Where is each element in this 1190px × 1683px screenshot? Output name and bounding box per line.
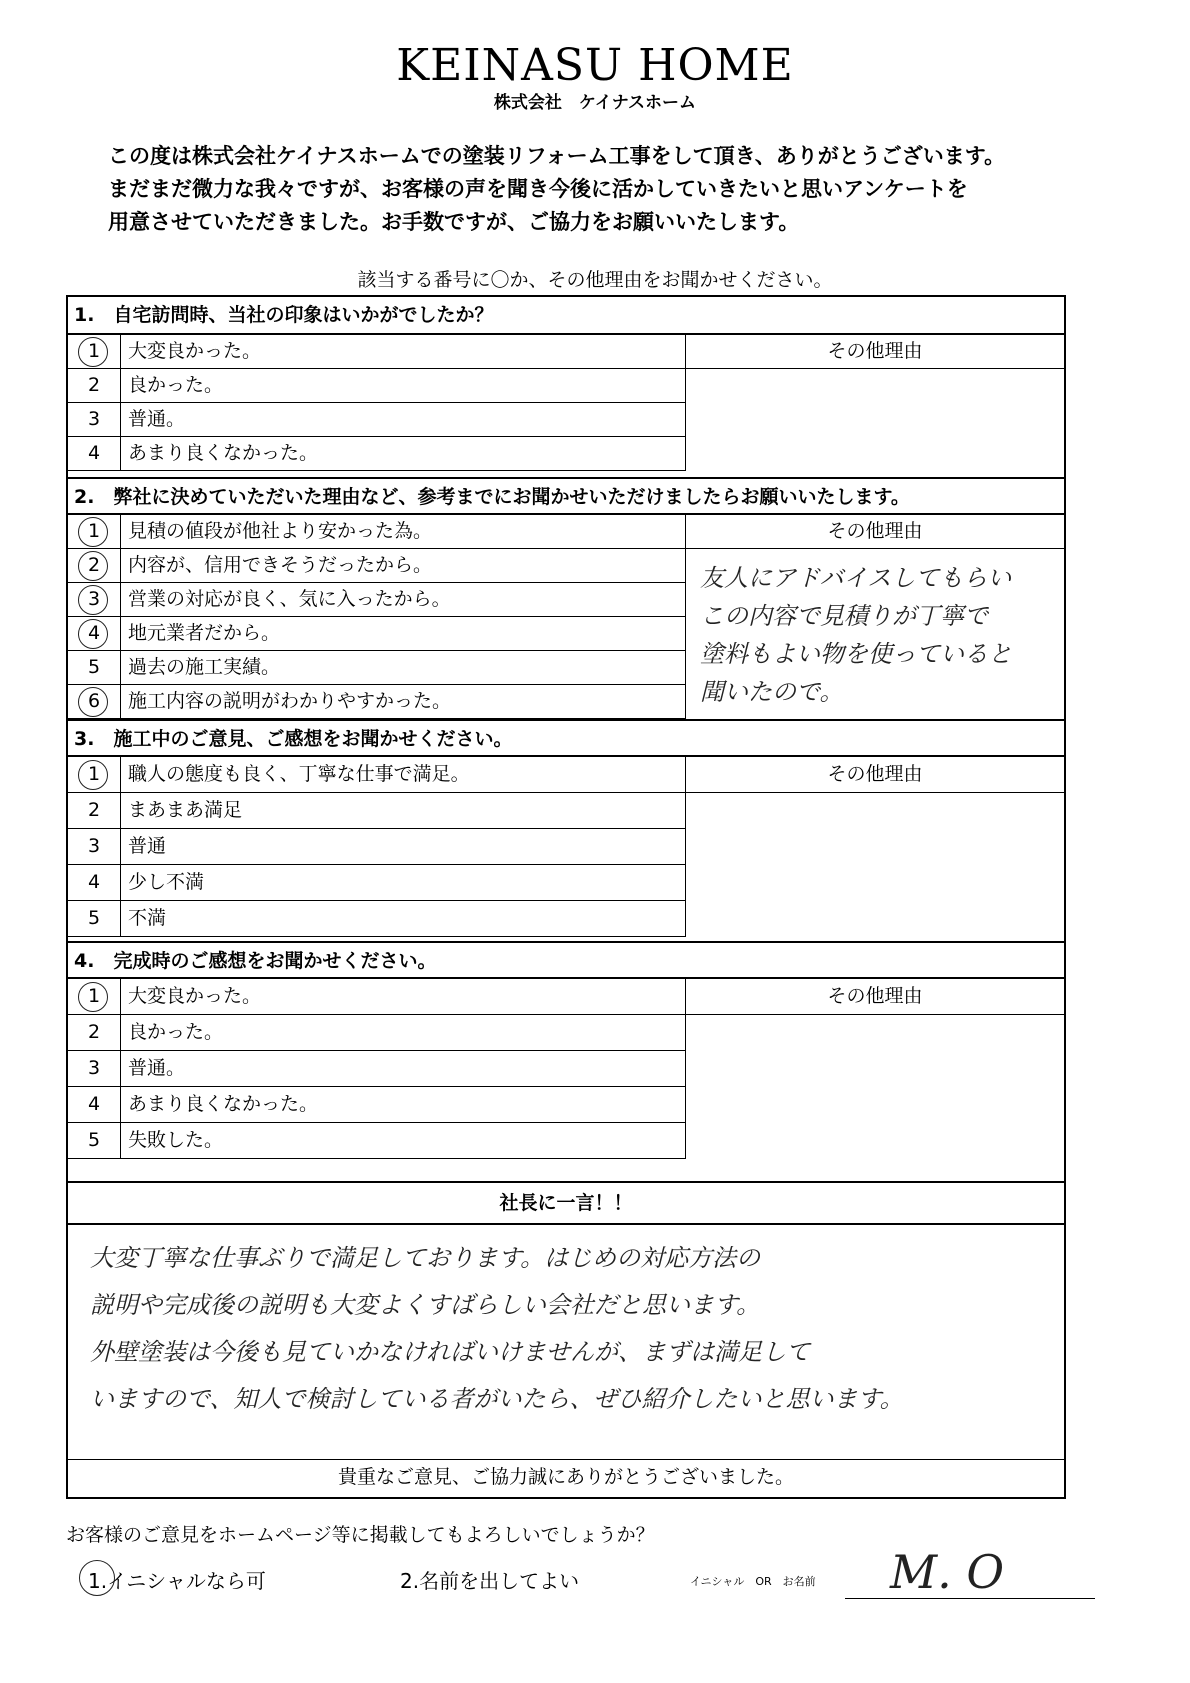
option-text: 良かった。 xyxy=(128,1021,224,1043)
option-number: 2 xyxy=(68,369,121,402)
option-number: 4 xyxy=(68,437,121,470)
option-text: 内容が、信用できそうだったから。 xyxy=(128,554,433,576)
handwritten-line: 塗料もよい物を使っていると xyxy=(700,640,1012,668)
handwritten-line: いますので、知人で検討している者がいたら、ぜひ紹介したいと思います。 xyxy=(90,1385,904,1413)
other-reason-label: その他理由 xyxy=(686,979,1064,1015)
section-1-title: 1. 自宅訪問時、当社の印象はいかがでしたか？ xyxy=(68,297,1064,335)
brand-title: KEINASU HOME xyxy=(396,40,794,91)
signature-line xyxy=(845,1598,1095,1599)
handwritten-line: 聞いたので。 xyxy=(700,678,844,706)
section-3-option-1[interactable] xyxy=(68,757,685,793)
intro-text xyxy=(108,140,1068,239)
other-reason-label: その他理由 xyxy=(686,757,1064,793)
option-number: 1 xyxy=(68,335,121,368)
option-text: 職人の態度も良く、丁寧な仕事で満足。 xyxy=(128,763,470,785)
handwritten-line: 友人にアドバイスしてもらい xyxy=(700,564,1012,592)
option-text: 普通。 xyxy=(128,1057,186,1079)
option-number: 4 xyxy=(68,1087,121,1122)
option-text: あまり良くなかった。 xyxy=(128,442,319,464)
handwritten-reason xyxy=(700,559,1012,711)
ceo-comment-handwritten xyxy=(90,1235,904,1423)
other-reason-label: その他理由 xyxy=(686,515,1064,549)
option-number: 3 xyxy=(68,583,121,616)
section-3-option-3[interactable] xyxy=(68,829,685,865)
section-4-option-2[interactable] xyxy=(68,1015,685,1051)
option-text: 施工内容の説明がわかりやすかった。 xyxy=(128,690,452,712)
intro-line: 用意させていただきました。お手数ですが、ご協力をお願いいたします。 xyxy=(108,210,800,234)
section-3-option-4[interactable] xyxy=(68,865,685,901)
option-number: 2 xyxy=(68,793,121,828)
section-4-title: 4. 完成時のご感想をお聞かせください。 xyxy=(68,941,1064,979)
option-number: 2 xyxy=(68,1015,121,1050)
section-2-option-2[interactable] xyxy=(68,549,685,583)
section-4-other-reason xyxy=(685,979,1064,1159)
option-text: 地元業者だから。 xyxy=(128,622,281,644)
option-text: 大変良かった。 xyxy=(128,340,262,362)
option-number: 2 xyxy=(68,549,121,582)
intro-line: この度は株式会社ケイナスホームでの塗装リフォーム工事をして頂き、ありがとうございます。 xyxy=(108,144,1006,168)
handwritten-line: この内容で見積りが丁寧で xyxy=(700,602,988,630)
option-number: 1 xyxy=(68,757,121,792)
option-number: 5 xyxy=(68,1123,121,1158)
name-label: イニシャル OR お名前 xyxy=(690,1575,816,1588)
option-number: 4 xyxy=(68,617,121,650)
section-4-option-5[interactable] xyxy=(68,1123,685,1159)
section-4-option-4[interactable] xyxy=(68,1087,685,1123)
option-text: 少し不満 xyxy=(128,871,205,893)
option-text: 良かった。 xyxy=(128,374,224,396)
publish-option-full-name[interactable]: 2.名前を出してよい xyxy=(400,1569,580,1593)
other-reason-label: その他理由 xyxy=(686,335,1064,369)
option-text: 普通 xyxy=(128,835,167,857)
section-2-other-reason xyxy=(685,515,1064,719)
intro-line: まだまだ微力な我々ですが、お客様の声を聞き今後に活かしていきたいと思いアンケートを xyxy=(108,177,968,201)
option-number: 1 xyxy=(68,979,121,1014)
option-number: 4 xyxy=(68,865,121,900)
instruction-text: 該当する番号に〇か、その他理由をお聞かせください。 xyxy=(357,269,833,291)
option-number: 1 xyxy=(68,515,121,548)
option-text: 不満 xyxy=(128,907,167,929)
survey-sheet xyxy=(66,295,1066,1499)
thanks-text: 貴重なご意見、ご協力誠にありがとうございました。 xyxy=(68,1459,1064,1497)
option-number: 5 xyxy=(68,901,121,936)
option-text: まあまあ満足 xyxy=(128,799,243,821)
section-2-option-5[interactable] xyxy=(68,651,685,685)
handwritten-line: 説明や完成後の説明も大変よくすばらしい会社だと思います。 xyxy=(90,1291,761,1319)
section-1-option-4[interactable] xyxy=(68,437,685,471)
option-number: 5 xyxy=(68,651,121,684)
option-text: 営業の対応が良く、気に入ったから。 xyxy=(128,588,451,610)
option-text: 失敗した。 xyxy=(128,1129,224,1151)
section-4-option-1[interactable] xyxy=(68,979,685,1015)
publish-option-initials[interactable]: 1.イニシャルなら可 xyxy=(88,1569,266,1593)
company-name: 株式会社 ケイナスホーム xyxy=(493,93,697,113)
section-2-option-4[interactable] xyxy=(68,617,685,651)
section-2-option-6[interactable] xyxy=(68,685,685,719)
option-number: 3 xyxy=(68,403,121,436)
section-2-option-1[interactable] xyxy=(68,515,685,549)
section-1-option-1[interactable] xyxy=(68,335,685,369)
option-number: 3 xyxy=(68,829,121,864)
section-3-option-5[interactable] xyxy=(68,901,685,937)
signature: M. O xyxy=(890,1545,1005,1599)
section-2-title: 2. 弊社に決めていただいた理由など、参考までにお聞かせいただけましたらお願いいたします。 xyxy=(68,477,1064,515)
ceo-comment-title: 社長に一言！！ xyxy=(68,1181,1064,1225)
section-3-option-2[interactable] xyxy=(68,793,685,829)
publish-question: お客様のご意見をホームページ等に掲載してもよろしいでしょうか？ xyxy=(66,1524,655,1546)
option-number: 3 xyxy=(68,1051,121,1086)
option-text: あまり良くなかった。 xyxy=(128,1093,319,1115)
section-3-other-reason xyxy=(685,757,1064,937)
option-text: 普通。 xyxy=(128,408,186,430)
section-2-option-3[interactable] xyxy=(68,583,685,617)
option-number: 6 xyxy=(68,685,121,718)
section-1-option-3[interactable] xyxy=(68,403,685,437)
handwritten-line: 大変丁寧な仕事ぶりで満足しております。はじめの対応方法の xyxy=(90,1244,761,1272)
section-4-option-3[interactable] xyxy=(68,1051,685,1087)
option-text: 過去の施工実績。 xyxy=(128,656,281,678)
option-text: 見積の値段が他社より安かった為。 xyxy=(128,520,433,542)
handwritten-line: 外壁塗装は今後も見ていかなければいけませんが、まずは満足して xyxy=(90,1338,810,1366)
option-text: 大変良かった。 xyxy=(128,985,262,1007)
section-1-option-2[interactable] xyxy=(68,369,685,403)
section-1-other-reason xyxy=(685,335,1064,471)
section-3-title: 3. 施工中のご意見、ご感想をお聞かせください。 xyxy=(68,719,1064,757)
